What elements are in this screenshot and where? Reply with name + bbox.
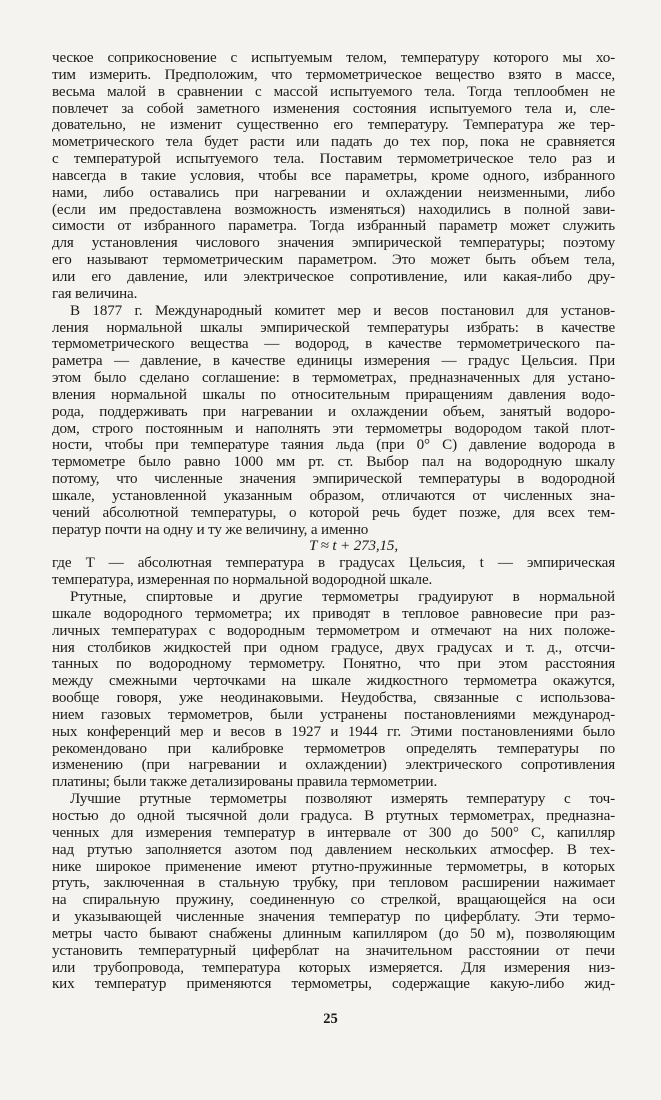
text-line: с температурой испытуемого тела. Поставим термометрическое тело раз и: [52, 151, 615, 168]
text-line: где T — абсолютная температура в градусах Цельсия, t — эмпирическая: [52, 555, 615, 572]
text-line: над ртутью заполняется азотом под давлением нескольких атмосфер. В тех-: [52, 841, 615, 858]
text-line: нием газовых термометров, были устранены постановлениями международ-: [52, 706, 615, 723]
text-line: платины; были также детализированы правила термометрии.: [52, 774, 438, 791]
text-line: чений абсолютной температуры, о которой речь будет позже, для всех тем-: [52, 504, 615, 521]
text-line: (если им предоставлена возможность изменяться) находились в полной зави-: [52, 201, 615, 218]
text-line: ления нормальной шкалы эмпирической температуры избрать: в качестве: [52, 319, 615, 336]
text-line: ния столбиков жидкостей при одном градусе, двух градусах и т. д., отсчи-: [52, 639, 615, 656]
text-line: вления нормальной шкалы по относительным приращениям давления водо-: [52, 386, 615, 403]
text-line: или его давление, или электрическое сопротивление, или какая-либо дру-: [52, 268, 615, 285]
text-line: дом, строго постоянным и наполнять эти термометры водородом такой плот-: [52, 420, 615, 437]
text-line: симости от избранного параметра. Тогда избранный параметр может служить: [52, 218, 615, 235]
text-line: раметра — давление, в качестве единицы измерения — градус Цельсия. При: [52, 353, 615, 370]
text-line: метры часто бывают снабжены длинным капилляром (до 50 м), позволяющим: [52, 925, 615, 942]
text-line: его называют термометрическим параметром. Это может быть объем тела,: [52, 252, 615, 269]
text-line: шкале, установленной указанным образом, отличаются от численных зна-: [52, 487, 615, 504]
text-line: навсегда в такие условия, чтобы все параметры, кроме одного, избранного: [52, 167, 615, 184]
text-line: этом было сделано соглашение: в термометрах, предназначенных для устано-: [52, 370, 615, 387]
body-text: [52, 50, 615, 993]
text-line: потому, что численные значения эмпирической температуры в водородной: [52, 471, 615, 488]
text-line: для установления числового значения эмпирической температуры; поэтому: [52, 235, 615, 252]
text-line: ртуть, заключенная в стальную трубку, при тепловом расширении нажимает: [52, 875, 615, 892]
text-line: ности, чтобы при температуре таяния льда (при 0° C) давление водорода в: [52, 437, 615, 454]
text-line: ператур почти на одну и ту же величину, а именно: [52, 521, 369, 538]
text-line: шкале водородного термометра; их приводят в тепловое равновесие при раз-: [52, 605, 615, 622]
text-line: термометрического вещества — водород, в качестве термометрического па-: [52, 336, 615, 353]
text-line: ченных для измерения температур в интервале от 300 до 500° C, капилляр: [52, 824, 615, 841]
text-line: Лучшие ртутные термометры позволяют измерять температуру с точ-: [70, 791, 615, 808]
text-line: и указывающей численные значения температур по циферблату. Эти термо-: [52, 909, 615, 926]
text-line: гая величина.: [52, 285, 138, 302]
text-line: нами, либо оставались при нагревании и охлаждении неизменными, либо: [52, 184, 615, 201]
text-line: ных конференций мер и весов в 1927 и 1944 гг. Этими постановлениями было: [52, 723, 615, 740]
text-line: ких температур применяются термометры, содержащие какую-либо жид-: [52, 976, 615, 993]
text-line: вообще говоря, уже неодинаковыми. Неудобства, связанные с использова-: [52, 690, 615, 707]
text-line: термометре было равно 1000 мм рт. ст. Выбор пал на водородную шкалу: [52, 454, 615, 471]
text-line: тим измерить. Предположим, что термометрическое вещество взято в массе,: [52, 66, 615, 83]
text-line: весьма малой в сравнении с массой испытуемого тела. Тогда теплообмен не: [52, 83, 615, 100]
text-line: между смежными черточками на шкале жидкостного термометра окажутся,: [52, 673, 615, 690]
text-line: повлечет за собой заметного изменения состояния испытуемого тела и, сле-: [52, 100, 615, 117]
text-line: температура, измеренная по нормальной водородной шкале.: [52, 572, 433, 589]
text-line: Ртутные, спиртовые и другие термометры градуируют в нормальной: [70, 589, 615, 605]
text-line: ностью до одной тысячной доли градуса. В ртутных термометрах, предназна-: [52, 807, 615, 824]
text-line: ческое соприкосновение с испытуемым телом, температуру которого мы хо-: [52, 50, 615, 66]
text-line: установить температурный циферблат на значительном расстоянии от печи: [52, 942, 615, 959]
text-line: нике широкое применение имеют ртутно-пружинные термометры, в которых: [52, 858, 615, 875]
text-line: довательно, не изменит существенно его температуру. Температура же тер-: [52, 117, 615, 134]
text-line: рода, поддерживать при нагревании и охлаждении объем, занятый водоро-: [52, 403, 615, 420]
formula: T ≈ t + 273,15,: [309, 538, 398, 555]
text-line: на спиральную пружину, соединенную со стрелкой, вращающейся на оси: [52, 892, 615, 909]
page-number: 25: [323, 1011, 338, 1027]
text-line: В 1877 г. Международный комитет мер и весов постановил для установ-: [70, 302, 615, 319]
text-line: мометрического тела будет расти или падать до тех пор, пока не сравняется: [52, 134, 615, 151]
text-line: или трубопровода, температура которых измеряется. Для измерения низ-: [52, 959, 615, 976]
text-line: изменению (при нагревании и охлаждении) электрического сопротивления: [52, 757, 615, 774]
text-line: рекомендовано при калибровке термометров определять температуры по: [52, 740, 615, 757]
text-line: личных температурах с водородным термометром и отмечают на них положе-: [52, 622, 615, 639]
text-line: танных по водородному термометру. Понятно, что при этом расстояния: [52, 656, 615, 673]
